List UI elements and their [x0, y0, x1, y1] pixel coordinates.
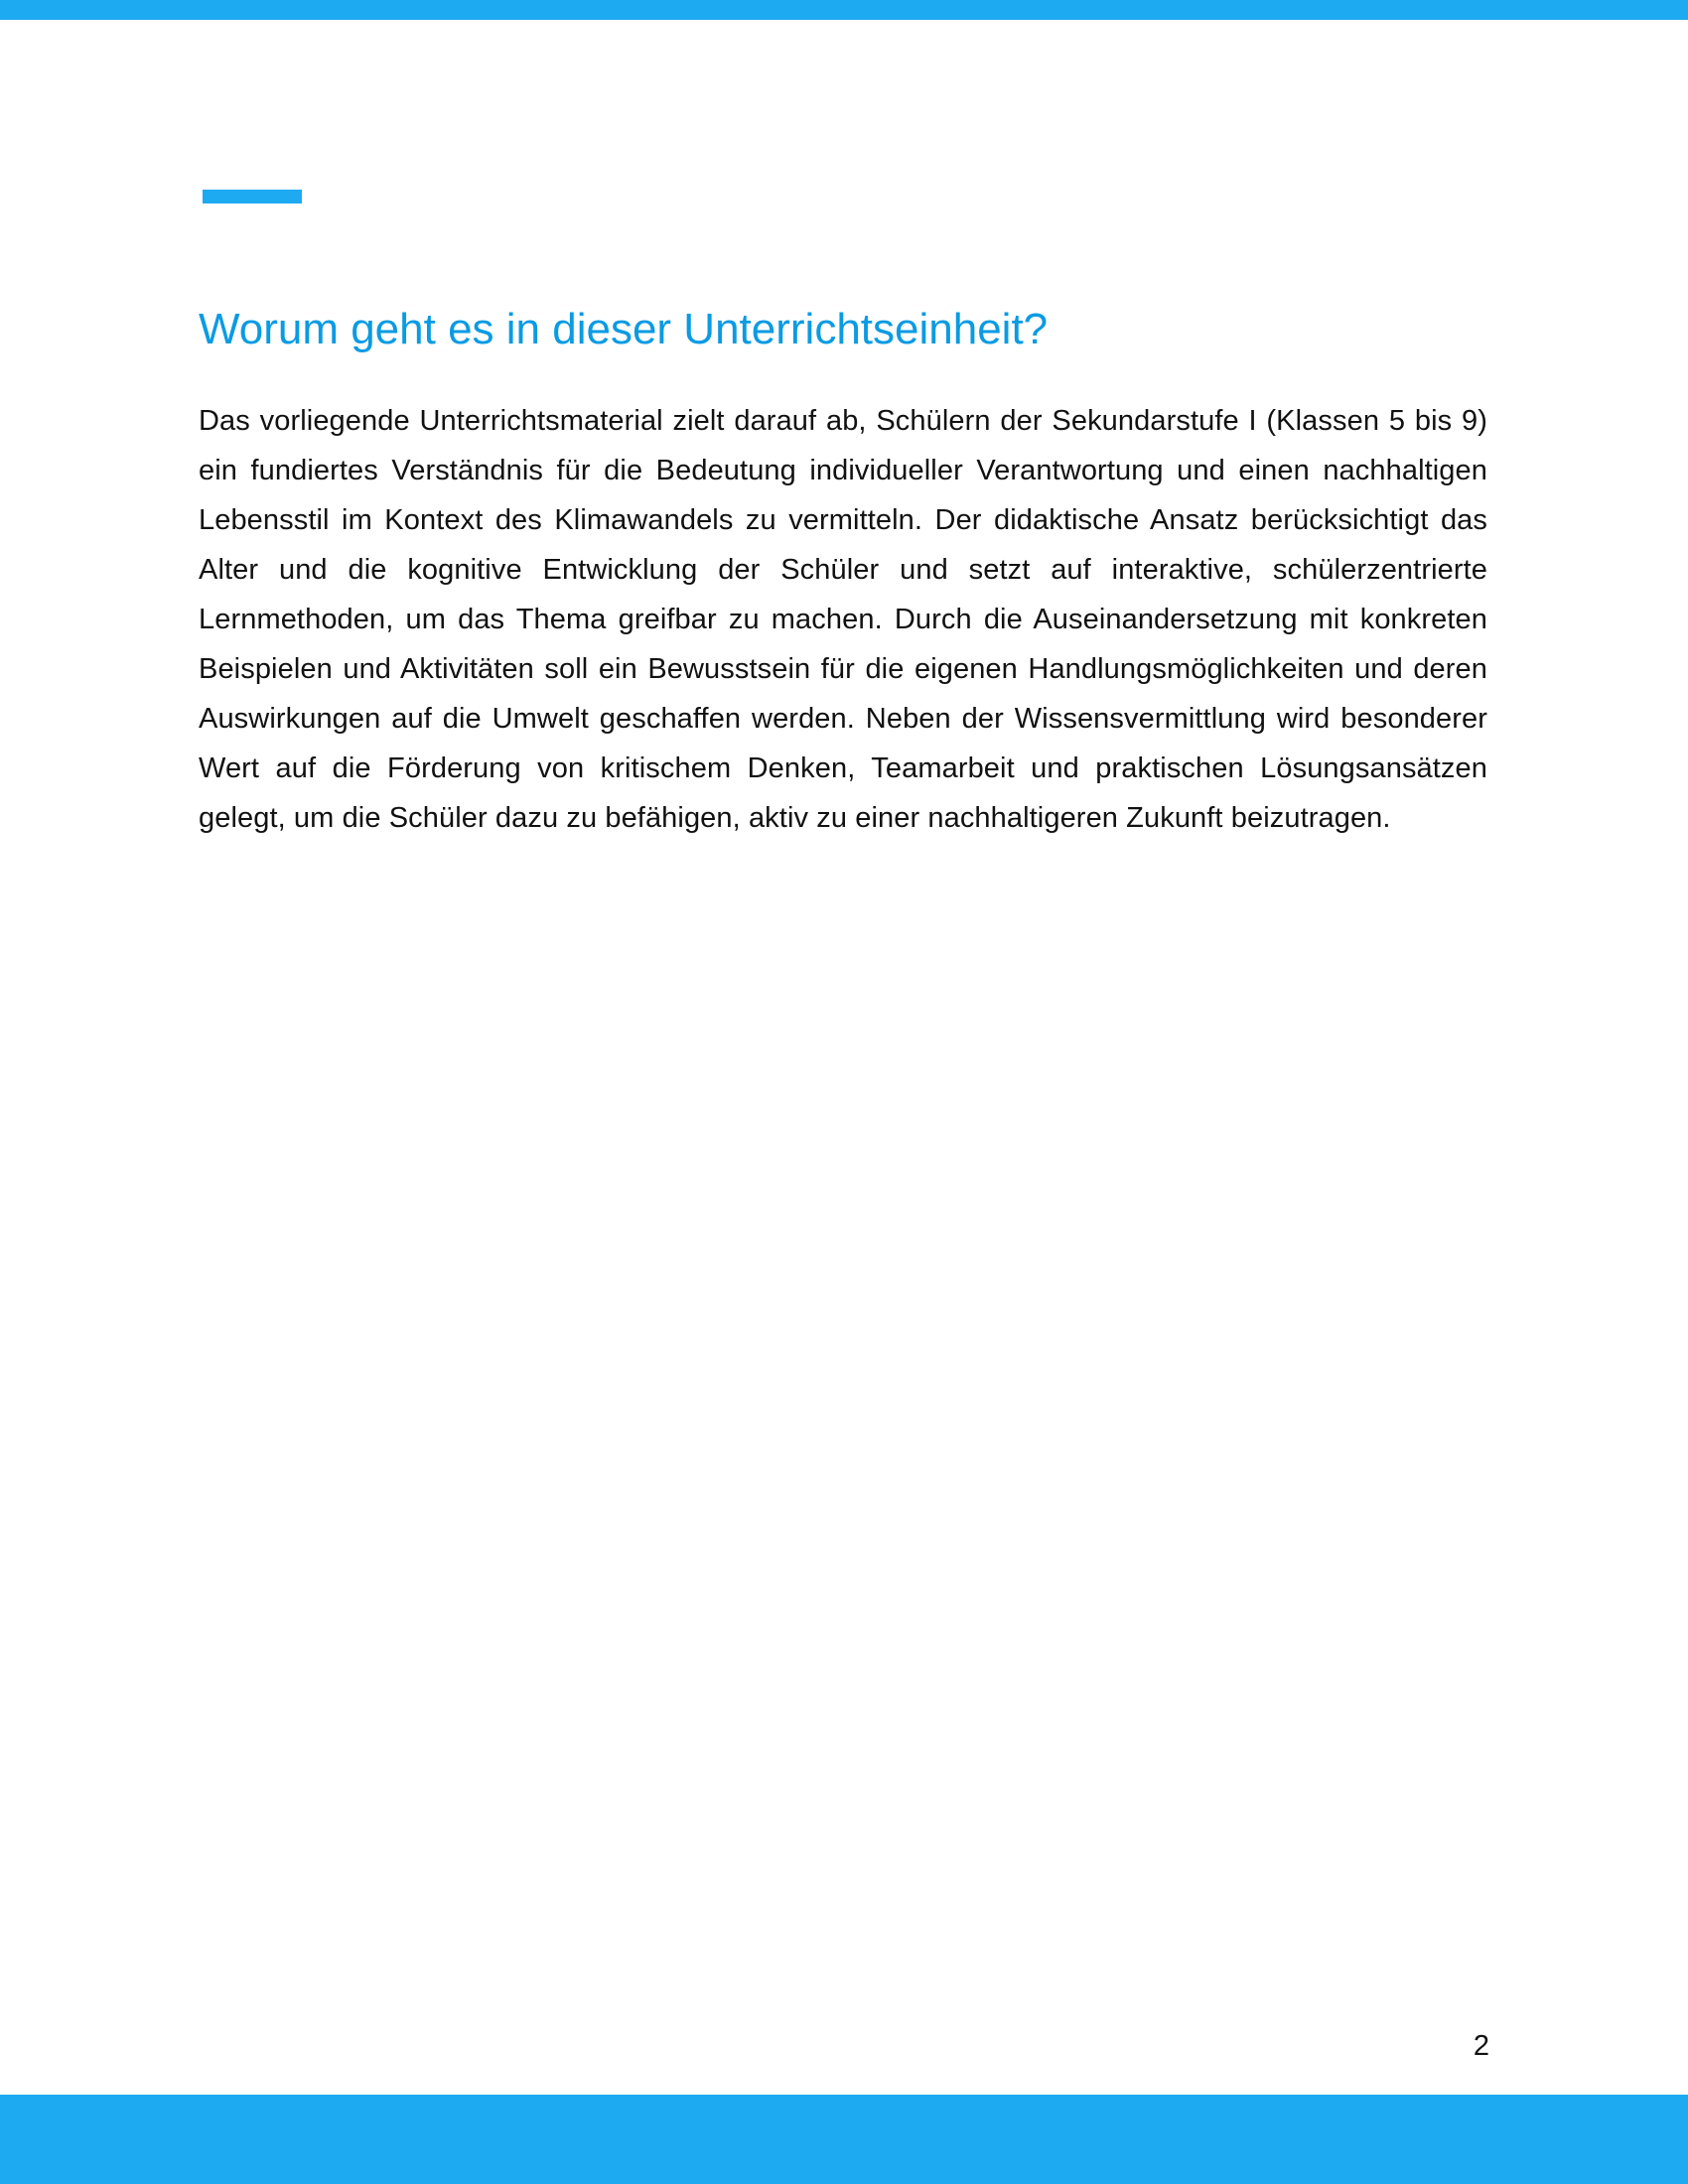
section-heading: Worum geht es in dieser Unterrichtseinheit?	[199, 305, 1049, 353]
section-accent-rule	[203, 190, 302, 204]
section-body-paragraph: Das vorliegende Unterrichtsmaterial zielt darauf ab, Schülern der Sekundarstufe I (Klassen 5 bis 9) ein fundiertes Verständnis für die Bedeutung individueller Verantwortung und einen nachhaltigen Lebensstil im Kontext des Klimawandels zu vermitteln. Der didaktische Ansatz berücksichtigt das Alter und die kognitive Entwicklung der Schüler und setzt auf interaktive, schülerzentrierte Lernmethoden, um das Thema greifbar zu machen. Durch die Auseinandersetzung mit konkreten Beispielen und Aktivitäten soll ein Bewusstsein für die eigenen Handlungsmöglichkeiten und deren Auswirkungen auf die Umwelt geschaffen werden. Neben der Wissensvermittlung wird besonderer Wert auf die Förderung von kritischem Denken, Teamarbeit und praktischen Lösungsansätzen gelegt, um die Schüler dazu zu befähigen, aktiv zu einer nachhaltigeren Zukunft beizutragen.	[199, 405, 1487, 834]
page-number: 2	[1473, 2030, 1489, 2062]
footer-color-band	[0, 2095, 1688, 2184]
header-color-band	[0, 0, 1688, 20]
